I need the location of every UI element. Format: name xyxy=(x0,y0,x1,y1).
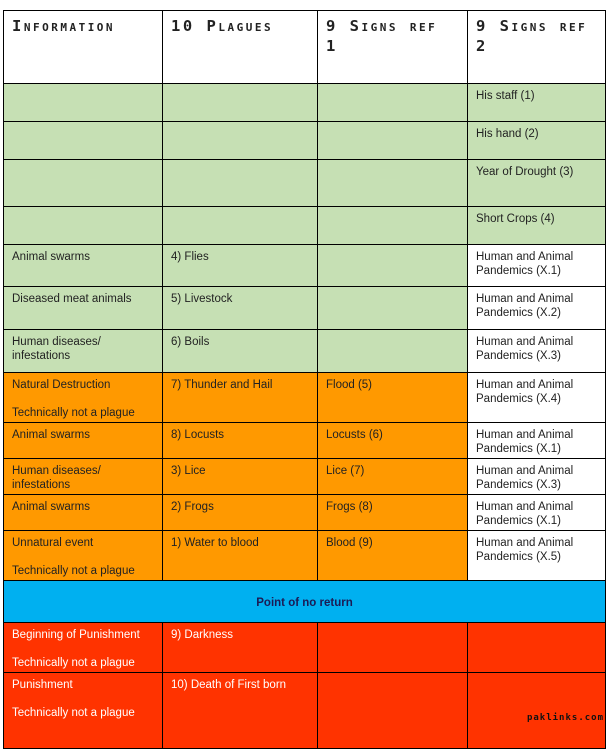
point-of-no-return: Point of no return xyxy=(4,581,606,623)
table-row xyxy=(4,122,606,160)
table-row xyxy=(4,373,606,423)
plague-cell: 8) Locusts xyxy=(163,423,318,459)
info-cell: Animal swarms xyxy=(4,245,163,287)
table-row xyxy=(4,160,606,207)
plague-cell: 4) Flies xyxy=(163,245,318,287)
table-row xyxy=(4,531,606,581)
plague-cell: 3) Lice xyxy=(163,459,318,495)
sign1-cell xyxy=(318,287,468,330)
sign2-cell: His hand (2) xyxy=(468,122,606,160)
sign2-cell: Human and Animal Pandemics (X.3) xyxy=(468,330,606,373)
plague-cell xyxy=(163,207,318,245)
sign2-cell: Human and Animal Pandemics (X.1) xyxy=(468,423,606,459)
sign1-cell: Frogs (8) xyxy=(318,495,468,531)
info-cell xyxy=(4,160,163,207)
table-row xyxy=(4,330,606,373)
sign2-cell xyxy=(468,623,606,673)
table-row xyxy=(4,207,606,245)
sign1-cell xyxy=(318,122,468,160)
watermark: paklinks.com xyxy=(526,713,604,723)
info-cell: Punishment Technically not a plague xyxy=(4,673,163,749)
info-cell: Human diseases/ infestations xyxy=(4,330,163,373)
note-text: Technically not a plague xyxy=(12,707,135,719)
table-row xyxy=(4,287,606,330)
info-cell: Animal swarms xyxy=(4,423,163,459)
note-text: Technically not a plague xyxy=(12,565,135,577)
sign2-cell: Human and Animal Pandemics (X.1) xyxy=(468,495,606,531)
info-cell: Unnatural event Technically not a plague xyxy=(4,531,163,581)
sign1-cell xyxy=(318,160,468,207)
table-row xyxy=(4,495,606,531)
sign2-cell: Human and Animal Pandemics (X.3) xyxy=(468,459,606,495)
table-row xyxy=(4,673,606,749)
sign2-cell: Short Crops (4) xyxy=(468,207,606,245)
sign1-cell: Flood (5) xyxy=(318,373,468,423)
sign1-cell xyxy=(318,245,468,287)
table-row xyxy=(4,623,606,673)
sign2-cell: Human and Animal Pandemics (X.1) xyxy=(468,245,606,287)
info-cell xyxy=(4,84,163,122)
sign1-cell xyxy=(318,330,468,373)
sign2-cell: Human and Animal Pandemics (X.5) xyxy=(468,531,606,581)
info-cell: Natural Destruction Technically not a plague xyxy=(4,373,163,423)
info-cell: Animal swarms xyxy=(4,495,163,531)
info-cell: Beginning of Punishment Technically not a plague xyxy=(4,623,163,673)
sign2-cell: His staff (1) xyxy=(468,84,606,122)
plague-cell: 7) Thunder and Hail xyxy=(163,373,318,423)
info-cell xyxy=(4,207,163,245)
note-text: Technically not a plague xyxy=(12,407,135,419)
plague-cell: 2) Frogs xyxy=(163,495,318,531)
plague-cell xyxy=(163,122,318,160)
table-row xyxy=(4,459,606,495)
info-cell: Diseased meat animals xyxy=(4,287,163,330)
plague-cell xyxy=(163,84,318,122)
sign1-cell xyxy=(318,84,468,122)
plague-cell: 5) Livestock xyxy=(163,287,318,330)
sign2-cell xyxy=(468,673,606,749)
header-information: Information xyxy=(4,11,163,84)
divider-row xyxy=(4,581,606,623)
info-cell xyxy=(4,122,163,160)
sign2-cell: Human and Animal Pandemics (X.2) xyxy=(468,287,606,330)
sign1-cell: Blood (9) xyxy=(318,531,468,581)
plague-cell xyxy=(163,160,318,207)
sign1-cell: Locusts (6) xyxy=(318,423,468,459)
table-row xyxy=(4,423,606,459)
sign1-cell xyxy=(318,207,468,245)
plagues-signs-table xyxy=(3,10,606,749)
header-9-signs-ref-1: 9 Signs ref 1 xyxy=(318,11,468,84)
sign2-cell: Human and Animal Pandemics (X.4) xyxy=(468,373,606,423)
sign1-cell xyxy=(318,623,468,673)
plague-cell: 10) Death of First born xyxy=(163,673,318,749)
header-row xyxy=(4,11,606,84)
plague-cell: 6) Boils xyxy=(163,330,318,373)
sign1-cell xyxy=(318,673,468,749)
info-cell: Human diseases/ infestations xyxy=(4,459,163,495)
sign1-cell: Lice (7) xyxy=(318,459,468,495)
sign2-cell: Year of Drought (3) xyxy=(468,160,606,207)
plague-cell: 9) Darkness xyxy=(163,623,318,673)
note-text: Technically not a plague xyxy=(12,657,135,669)
header-10-plagues: 10 Plagues xyxy=(163,11,318,84)
table-row xyxy=(4,245,606,287)
header-9-signs-ref-2: 9 Signs ref 2 xyxy=(468,11,606,84)
table-row xyxy=(4,84,606,122)
plague-cell: 1) Water to blood xyxy=(163,531,318,581)
